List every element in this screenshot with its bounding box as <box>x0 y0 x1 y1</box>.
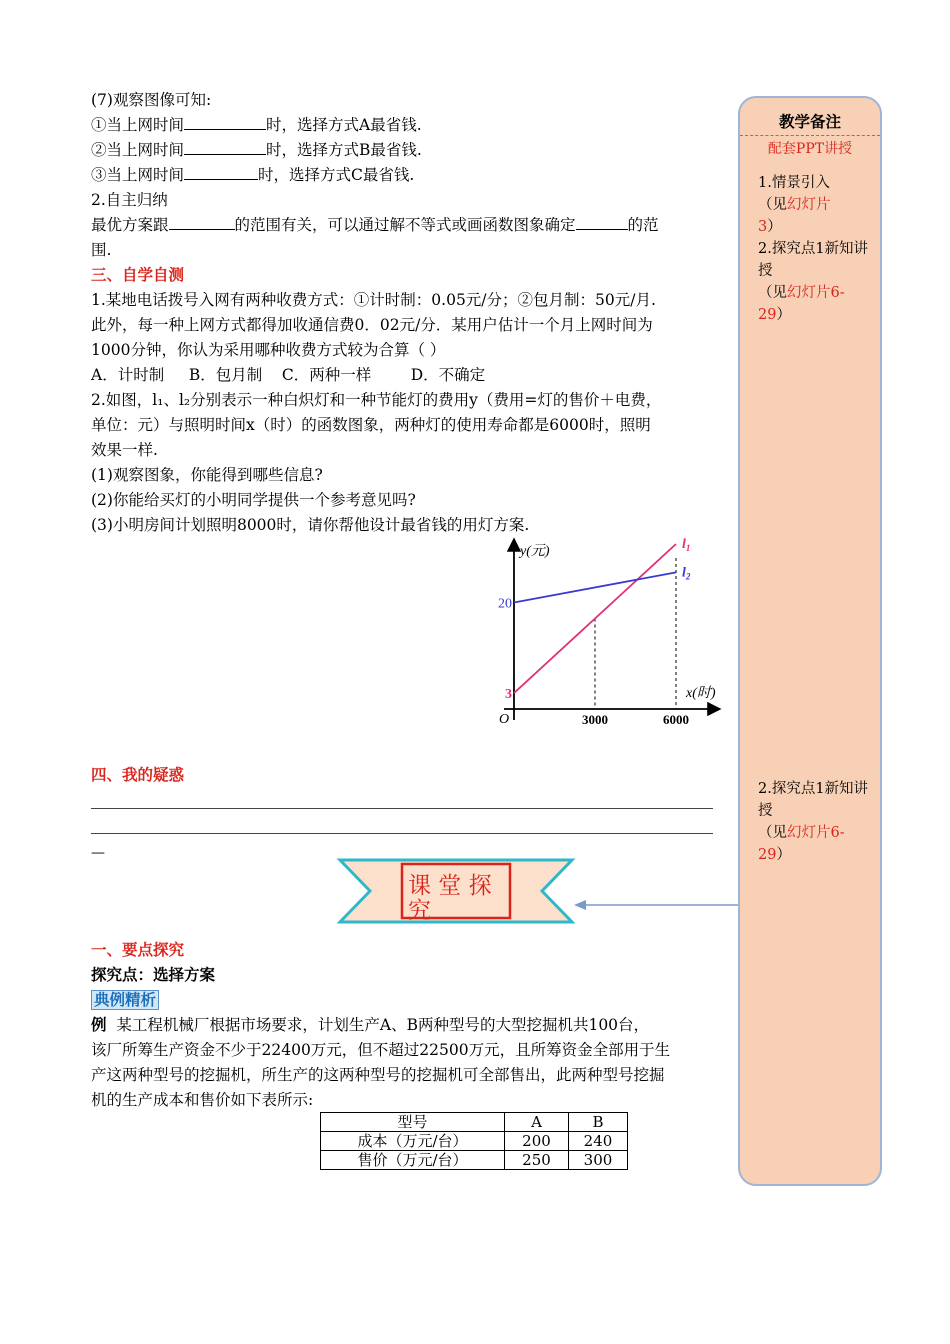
table-cell: 300 <box>569 1151 628 1170</box>
q2-line1: 2.如图，l₁、l₂分别表示一种白炽灯和一种节能灯的费用y（费用=灯的售价＋电费， <box>91 391 662 409</box>
main-content <box>91 88 731 538</box>
q2-sub1: (1)观察图象，你能得到哪些信息? <box>91 466 323 484</box>
series-label-l2: $l_2$ <box>682 565 691 582</box>
section7-line1: ①当上网时间 时，选择方式A最省钱. <box>91 113 731 138</box>
table-cell: 200 <box>505 1132 569 1151</box>
origin-label: O <box>499 712 510 727</box>
pointer-arrow <box>574 898 740 912</box>
example-tag: 典例精析 <box>91 990 159 1010</box>
cost-price-table <box>320 1112 628 1170</box>
table-cell: 成本（万元/台） <box>321 1132 505 1151</box>
series-line-l2 <box>514 572 676 602</box>
table-cell: 售价（万元/台） <box>321 1151 505 1170</box>
q2-sub3: (3)小明房间计划照明8000时，请你帮他设计最省钱的用灯方案. <box>91 516 530 534</box>
table-row <box>321 1132 628 1151</box>
y-tick-label: 3 <box>505 687 512 703</box>
selftest-heading: 三、自学自测 <box>91 266 185 284</box>
example-line2: 该厂所筹生产资金不少于22400万元，但不超过22500万元，且所筹资金全部用于生 <box>91 1041 671 1059</box>
answer-line[interactable] <box>91 808 713 809</box>
explore-point: 探究点：选择方案 <box>91 966 216 984</box>
explore-section <box>91 938 731 1113</box>
x-tick-label: 6000 <box>663 712 689 727</box>
summary-line2: 围. <box>91 241 112 259</box>
q2-sub2: (2)你能给买灯的小明同学提供一个参考意见吗? <box>91 491 416 509</box>
answer-blank[interactable] <box>169 213 235 230</box>
answer-blank[interactable] <box>184 138 266 155</box>
sidebar-note-3: 2.探究点1新知讲授 （见幻灯片6-29） <box>758 781 869 863</box>
example-line1: 例 某工程机械厂根据市场要求，计划生产A、B两种型号的大型挖掘机共100台， <box>91 1016 650 1034</box>
table-cell: 240 <box>569 1132 628 1151</box>
table-cell: A <box>505 1113 569 1132</box>
answer-blank[interactable] <box>184 163 258 180</box>
example-line4: 机的生产成本和售价如下表所示: <box>91 1091 314 1109</box>
series-label-l1: $l_1$ <box>682 537 691 553</box>
x-tick-label: 3000 <box>582 712 608 727</box>
sidebar-note-2: 2.探究点1新知讲授 （见幻灯片6-29） <box>758 241 869 323</box>
banner-text: 课 堂 探 <box>408 873 492 899</box>
banner-text-2: 究 <box>408 898 431 924</box>
cost-line-chart <box>490 535 730 735</box>
y-axis-label: y(元) <box>520 544 550 559</box>
x-axis-label: x(时) <box>686 686 716 701</box>
table-cell: 250 <box>505 1151 569 1170</box>
section7-line3: ③当上网时间 时，选择方式C最省钱. <box>91 163 731 188</box>
series-line-l1 <box>514 544 676 693</box>
y-tick-label: 20 <box>498 596 512 612</box>
q2-line3: 效果一样. <box>91 441 158 459</box>
q1-line1: 1.某地电话拨号入网有两种收费方式：①计时制：0.05元/分；②包月制：50元/月. <box>91 291 656 309</box>
answer-line-tail: — <box>91 845 105 861</box>
doubts-heading: 四、我的疑惑 <box>91 766 185 784</box>
section7-title: (7)观察图像可知: <box>91 91 212 109</box>
table-header-row <box>321 1113 628 1132</box>
summary-line: 最优方案跟 的范围有关，可以通过解不等式或画函数图象确定 的范 <box>91 213 731 238</box>
table-cell: B <box>569 1113 628 1132</box>
q1-line2: 此外，每一种上网方式都得加收通信费0．02元/分．某用户估计一个月上网时间为 <box>91 316 653 334</box>
answer-blank[interactable] <box>576 213 628 230</box>
q2-line2: 单位：元）与照明时间x（时）的函数图象，两种灯的使用寿命都是6000时，照明 <box>91 416 651 434</box>
sidebar-title: 教学备注 <box>778 113 841 131</box>
answer-blank[interactable] <box>184 113 266 130</box>
table-cell: 型号 <box>321 1113 505 1132</box>
q1-line3: 1000分钟，你认为采用哪种收费方式较为合算（ ） <box>91 341 446 359</box>
table-row <box>321 1151 628 1170</box>
sidebar-note-1: 1.情景引入 （见幻灯片 3） <box>758 175 831 235</box>
teaching-notes-sidebar <box>738 96 882 1186</box>
explore-heading: 一、要点探究 <box>91 941 185 959</box>
classroom-explore-banner <box>336 856 576 926</box>
sidebar-subtitle: 配套PPT讲授 <box>767 141 853 157</box>
summary-title: 2.自主归纳 <box>91 191 168 209</box>
answer-line[interactable] <box>91 833 713 834</box>
section7-line2: ②当上网时间 时，选择方式B最省钱. <box>91 138 731 163</box>
example-line3: 产这两种型号的挖掘机，所生产的这两种型号的挖掘机可全部售出，此两种型号挖掘 <box>91 1066 665 1084</box>
q1-options: A．计时制 B．包月制 C．两种一样 D．不确定 <box>91 366 486 384</box>
sidebar-divider <box>740 135 880 136</box>
